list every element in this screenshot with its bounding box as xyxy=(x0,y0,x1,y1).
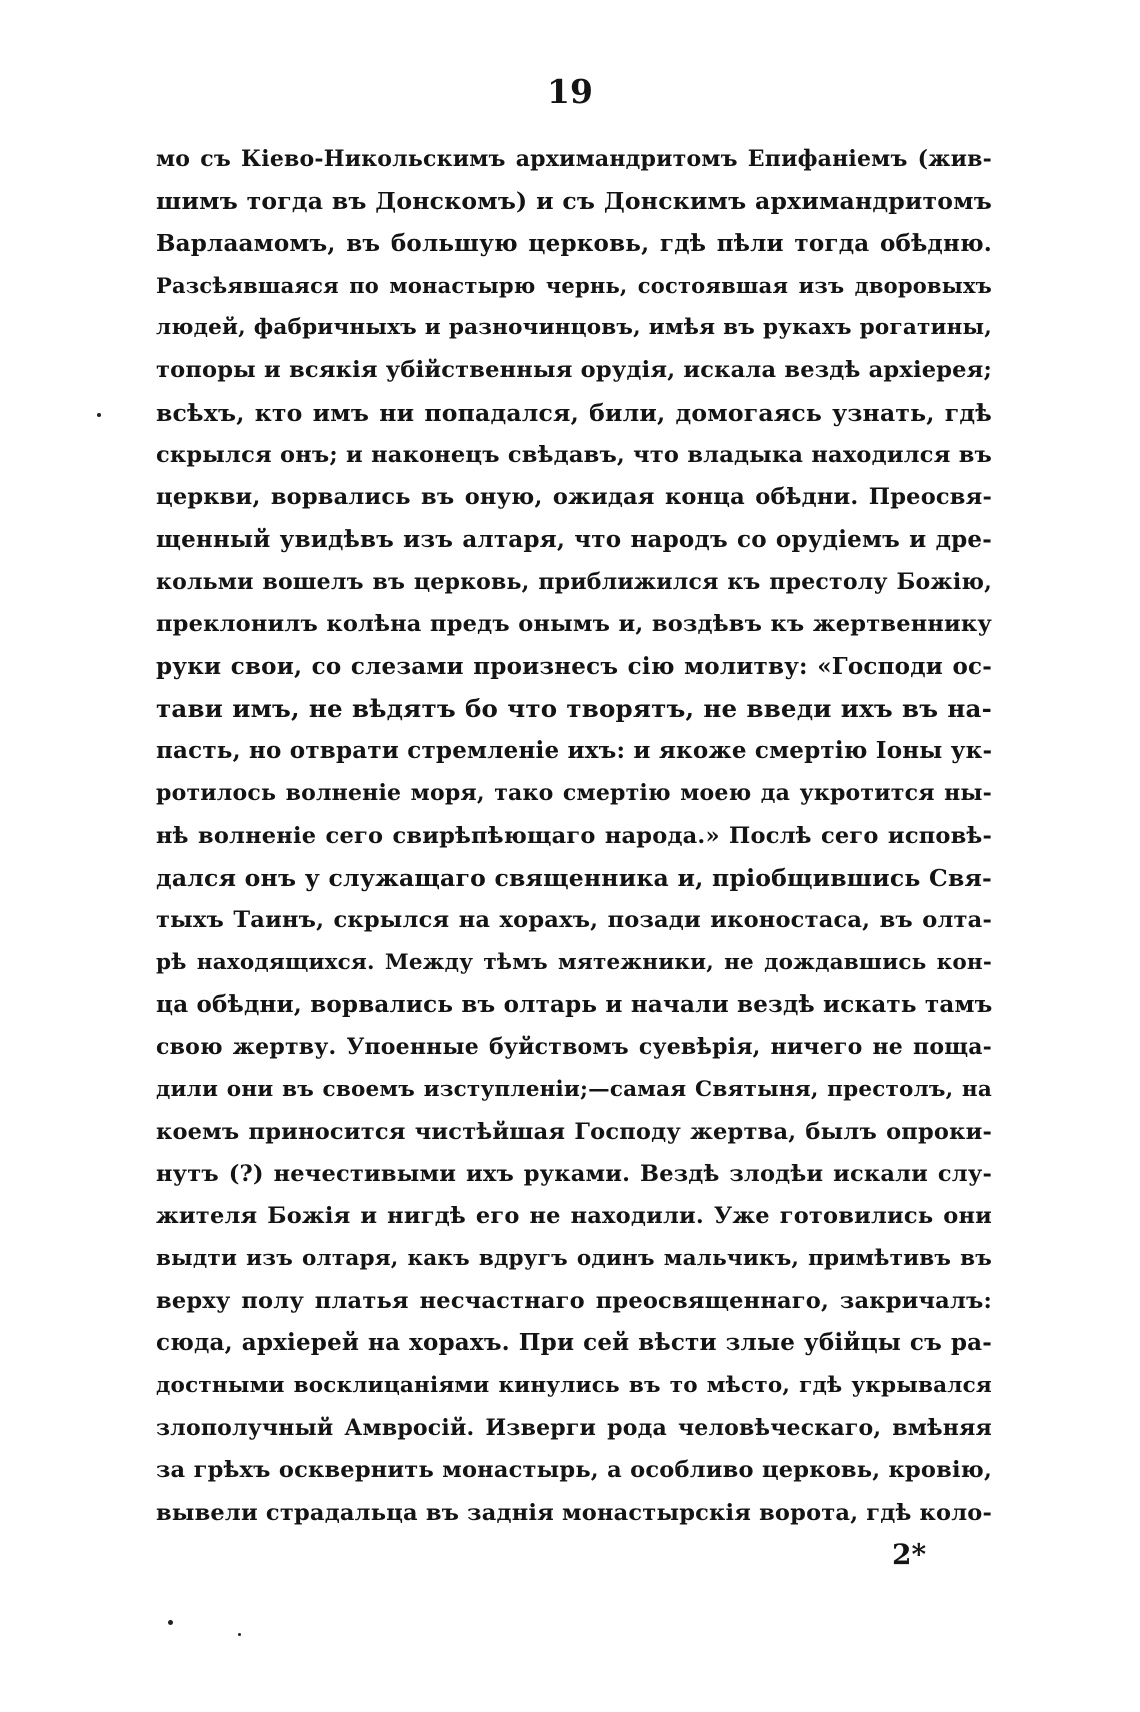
text-line: свою жертву. Упоенные буйствомъ суевѣрія, ничего не поща- xyxy=(156,1034,992,1061)
text-line: нѣ волненіе сего свирѣпѣющаго народа.» Послѣ сего исповѣ- xyxy=(156,822,992,849)
text-line: дался онъ у служащаго священника и, пріобщившись Свя- xyxy=(156,864,992,893)
text-line: выдти изъ олтаря, какъ вдругъ одинъ мальчикъ, примѣтивъ въ xyxy=(156,1245,992,1271)
text-line: щенный увидѣвъ изъ алтаря, что народъ со орудіемъ и дре- xyxy=(156,525,992,553)
text-line: руки свои, со слезами произнесъ сію молитву: «Господи ос- xyxy=(156,652,992,680)
text-line: вывели страдальца въ заднія монастырскія ворота, гдѣ коло- xyxy=(156,1499,992,1526)
text-line: тыхъ Таинъ, скрылся на хорахъ, позади иконостаса, въ олта- xyxy=(156,907,992,934)
text-line: мо съ Кіево-Никольскимъ архимандритомъ Епифаніемъ (жив- xyxy=(156,146,992,172)
text-line: церкви, ворвались въ оную, ожидая конца обѣдни. Преосвя- xyxy=(156,484,992,511)
page-number: 19 xyxy=(547,72,593,111)
text-line: пасть, но отврати стремленіе ихъ: и якоже смертію Іоны ук- xyxy=(156,737,992,765)
text-line: тави имъ, не вѣдятъ бо что творятъ, не введи ихъ въ на- xyxy=(156,693,992,723)
text-line: скрылся онъ; и наконецъ свѣдавъ, что владыка находился въ xyxy=(156,442,992,469)
text-line: шимъ тогда въ Донскомъ) и съ Донскимъ архимандритомъ xyxy=(156,187,992,216)
text-line: кольми вошелъ въ церковь, приближился къ престолу Божію, xyxy=(156,568,992,595)
text-line: Варлаамомъ, въ большую церковь, гдѣ пѣли тогда обѣдню. xyxy=(156,229,992,257)
text-line: ца обѣдни, ворвались въ олтарь и начали вездѣ искать тамъ xyxy=(156,990,992,1018)
text-line: рѣ находящихся. Между тѣмъ мятежники, не дождавшись кон- xyxy=(156,949,992,975)
text-line: дили они въ своемъ изступленіи;—самая Святыня, престолъ, на xyxy=(156,1076,992,1102)
text-line: сюда, архіерей на хорахъ. При сей вѣсти злые убійцы съ ра- xyxy=(156,1329,992,1357)
text-line: Разсѣявшаяся по монастырю чернь, состоявшая изъ дворовыхъ xyxy=(156,272,992,298)
scan-speck xyxy=(168,1620,173,1625)
text-line: всѣхъ, кто имъ ни попадался, били, домогаясь узнать, гдѣ xyxy=(156,398,992,427)
scan-speck xyxy=(97,413,101,417)
text-line: верху полу платья несчастнаго преосвященнаго, закричалъ: xyxy=(156,1288,992,1315)
text-line: ротилось волненіе моря, тако смертію моею да укротится ны- xyxy=(156,780,992,807)
text-line: коемъ приносится чистѣйшая Господу жертва, былъ опроки- xyxy=(156,1118,992,1145)
text-line: топоры и всякія убійственныя орудія, искала вездѣ архіерея; xyxy=(156,357,992,384)
scan-speck xyxy=(238,1633,241,1636)
body-text xyxy=(156,138,992,1534)
text-line: жителя Божія и нигдѣ его не находили. Уже готовились они xyxy=(156,1203,992,1230)
text-line: злополучный Амвросій. Изверги рода человѣческаго, вмѣняя xyxy=(156,1414,992,1441)
signature-mark: 2* xyxy=(892,1538,927,1571)
text-line: достными восклицаніями кинулись въ то мѣсто, гдѣ укрывался xyxy=(156,1372,992,1398)
text-line: нутъ (?) нечестивыми ихъ руками. Вездѣ злодѣи искали слу- xyxy=(156,1161,992,1188)
text-line: людей, фабричныхъ и разночинцовъ, имѣя въ рукахъ рогатины, xyxy=(156,315,992,341)
text-line: за грѣхъ осквернить монастырь, а особливо церковь, кровію, xyxy=(156,1457,992,1484)
text-line: преклонилъ колѣна предъ онымъ и, воздѣвъ къ жертвеннику xyxy=(156,611,992,638)
